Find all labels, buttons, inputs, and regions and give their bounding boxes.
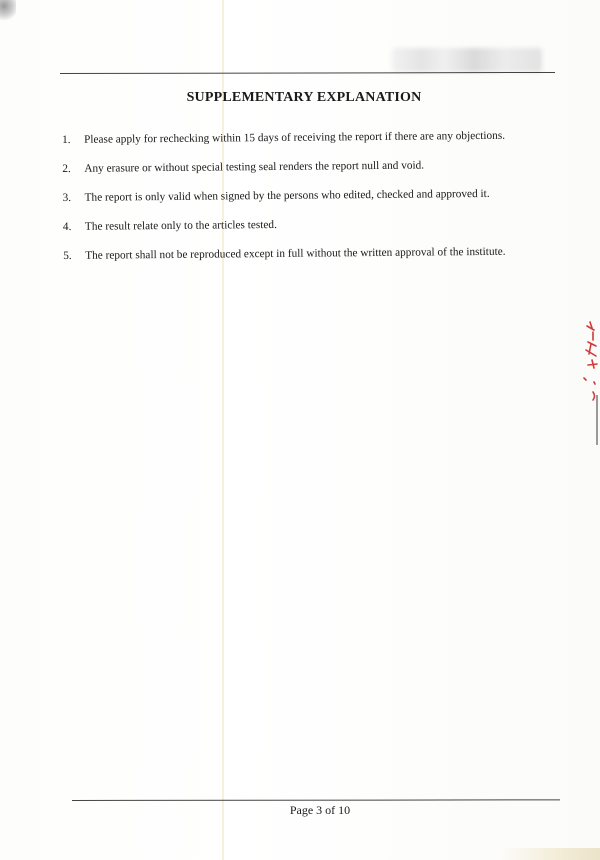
item-number: 5. — [63, 249, 72, 262]
scan-corner-smudge — [0, 0, 16, 22]
item-number: 3. — [62, 191, 72, 204]
seal-stamp-strokes — [584, 322, 597, 400]
item-number: 1. — [62, 133, 71, 146]
page-fold-line — [222, 0, 224, 860]
list-item — [63, 244, 583, 278]
item-number: 4. — [62, 220, 72, 233]
header-rule — [60, 72, 555, 74]
redacted-header-logo — [392, 48, 542, 72]
page-number: Page 3 of 10 — [289, 803, 351, 817]
item-text: The report is only valid when signed by the persons who edited, checked and approved it. — [84, 187, 490, 204]
footer-rule — [72, 799, 560, 801]
document-title: SUPPLEMENTARY EXPLANATION — [186, 90, 422, 105]
item-number: 2. — [62, 162, 71, 175]
item-text: The result relate only to the articles tested. — [84, 218, 277, 233]
item-text: The report shall not be reproduced except in full without the written approval of the institute. — [85, 245, 506, 262]
scan-edge-stain — [500, 848, 600, 860]
explanation-list — [62, 128, 583, 278]
item-text: Please apply for rechecking within 15 days of receiving the report if there are any objections. — [84, 129, 506, 146]
page-edge-shadow — [596, 395, 598, 445]
item-text: Any erasure or without special testing seal renders the report null and void. — [84, 159, 425, 175]
